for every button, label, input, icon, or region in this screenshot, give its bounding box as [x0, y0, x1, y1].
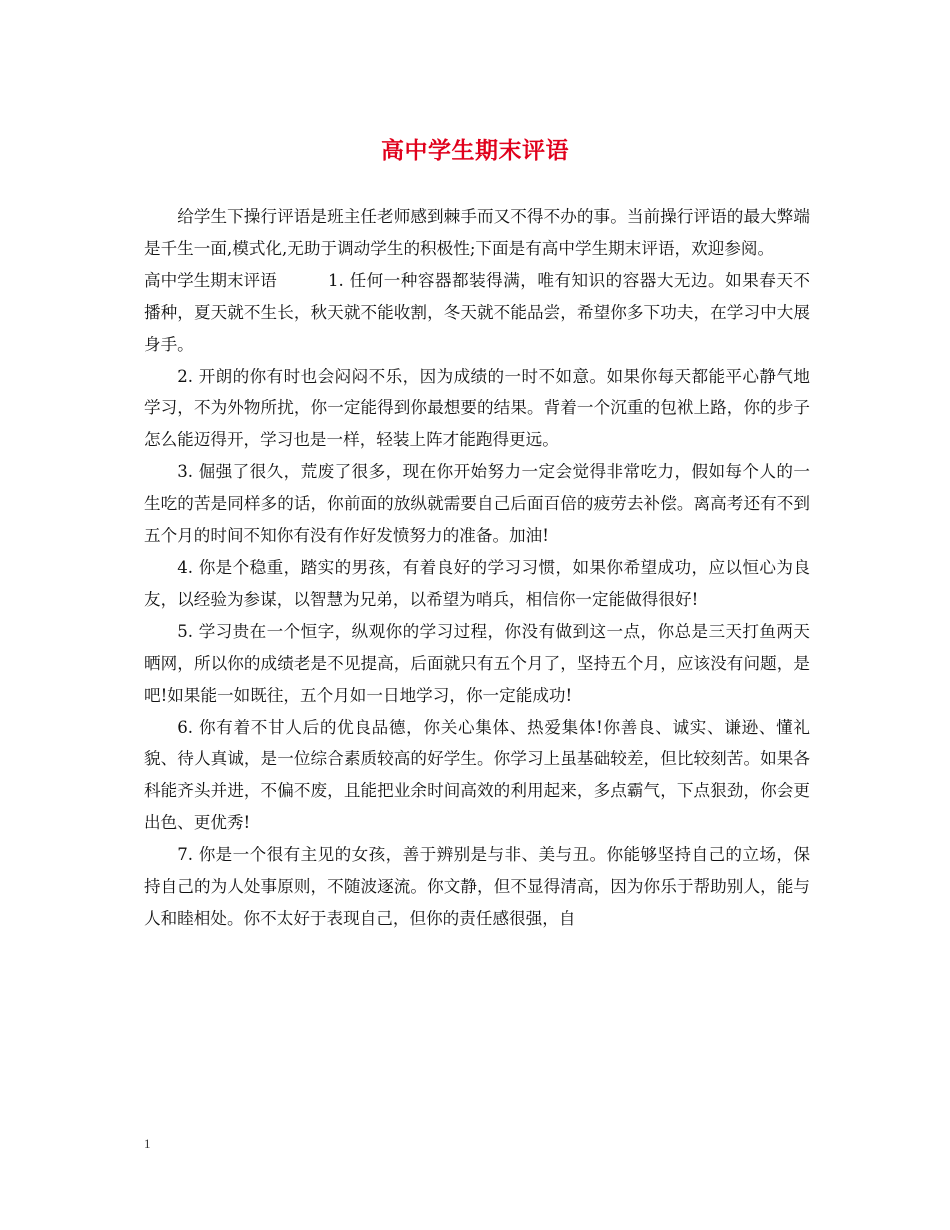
item-1-paragraph — [144, 265, 810, 361]
document-title: 高中学生期末评语 — [381, 138, 569, 164]
item-6-paragraph: 6. 你有着不甘人后的优良品德，你关心集体、热爱集体!你善良、诚实、谦逊、懂礼貌、待人真诚，是一位综合素质较高的好学生。你学习上虽基础较差，但比较刻苦。如果各科能齐头并进，不偏不废，且能把业余时间高效的利用起来，多点霸气，下点狠劲，你会更出色、更优秀! — [144, 717, 810, 833]
intro-paragraph: 给学生下操行评语是班主任老师感到棘手而又不得不办的事。当前操行评语的最大弊端是千生一面,模式化,无助于调动学生的积极性;下面是有高中学生期末评语，欢迎参阅。 — [144, 207, 810, 258]
item-5-paragraph: 5. 学习贵在一个恒字，纵观你的学习过程，你没有做到这一点，你总是三天打鱼两天晒网，所以你的成绩老是不见提高，后面就只有五个月了，坚持五个月，应该没有问题，是吧!如果能一如既往，五个月如一日地学习，你一定能成功! — [144, 621, 810, 705]
document-body — [144, 201, 810, 935]
item-2-paragraph: 2. 开朗的你有时也会闷闷不乐，因为成绩的一时不如意。如果你每天都能平心静气地学习，不为外物所扰，你一定能得到你最想要的结果。背着一个沉重的包袱上路，你的步子怎么能迈得开，学习也是一样，轻装上阵才能跑得更远。 — [144, 366, 810, 450]
item-7-paragraph: 7. 你是一个很有主见的女孩，善于辨别是与非、美与丑。你能够坚持自己的立场，保持自己的为人处事原则，不随波逐流。你文静，但不显得清高，因为你乐于帮助别人，能与人和睦相处。你不太好于表现自己，但你的责任感很强，自 — [144, 845, 810, 928]
item-1-text: 1. 任何一种容器都装得满，唯有知识的容器大无边。如果春天不播种，夏天就不生长，秋天就不能收割，冬天就不能品尝，希望你多下功夫，在学习中大展身手。 — [144, 270, 810, 354]
item-4-paragraph: 4. 你是个稳重，踏实的男孩，有着良好的学习习惯，如果你希望成功，应以恒心为良友，以经验为参谋，以智慧为兄弟，以希望为哨兵，相信你一定能做得很好! — [144, 557, 810, 609]
item-3-paragraph: 3. 倔强了很久，荒废了很多，现在你开始努力一定会觉得非常吃力，假如每个人的一生吃的苦是同样多的话，你前面的放纵就需要自己后面百倍的疲劳去补偿。离高考还有不到五个月的时间不知你有没有作好发愤努力的准备。加油! — [144, 462, 810, 546]
page-number: 1 — [144, 1136, 151, 1151]
section-heading: 高中学生期末评语 — [144, 270, 277, 290]
